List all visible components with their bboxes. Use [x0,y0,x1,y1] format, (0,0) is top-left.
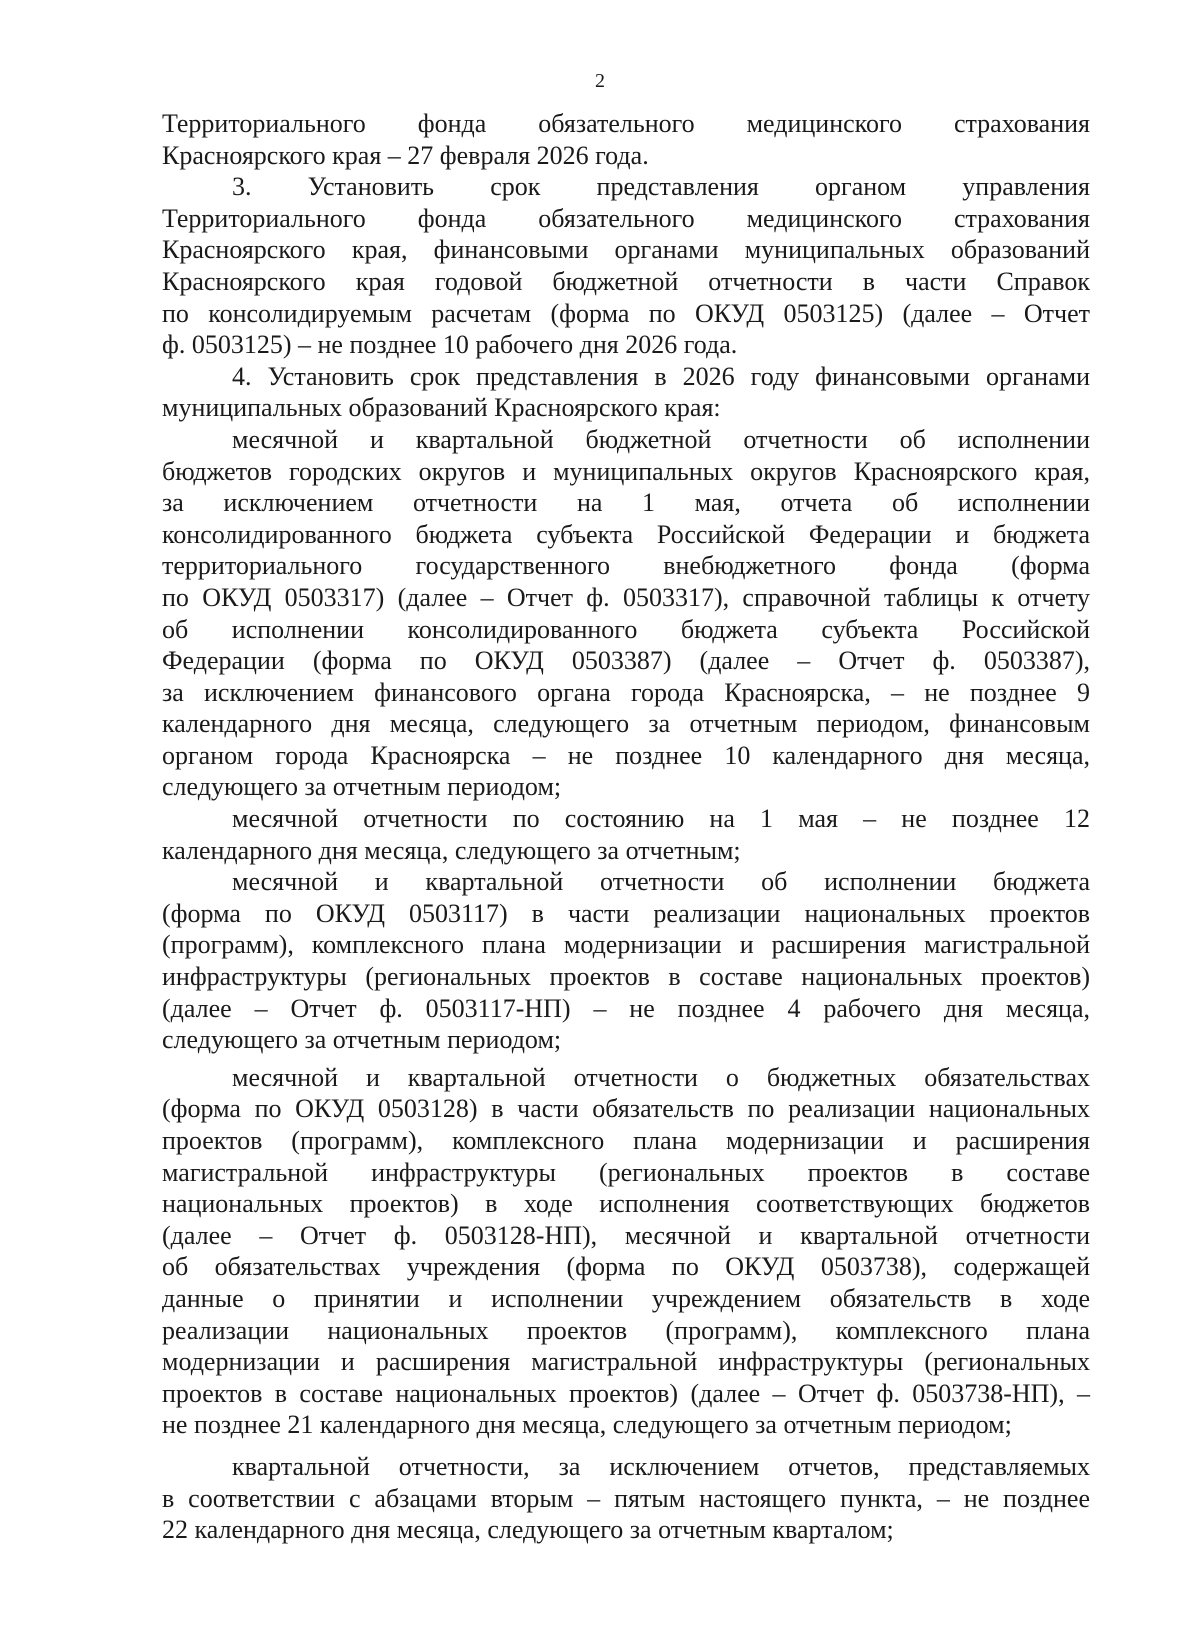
text-line: Красноярского края, финансовыми органами муниципальных образований [162,235,1090,265]
text-line: (далее – Отчет ф. 0503128-НП), месячной и квартальной отчетности [162,1220,1090,1250]
text-line: месячной и квартальной бюджетной отчетности об исполнении [232,424,1090,454]
text-line: за исключением отчетности на 1 мая, отчета об исполнении [162,488,1090,518]
document-body [162,108,1090,1546]
text-line: в соответствии с абзацами вторым – пятым настоящего пункта, – не позднее [162,1483,1090,1513]
text-line: модернизации и расширения магистральной инфраструктуры (региональных [162,1347,1090,1377]
paragraph [162,1451,1090,1546]
paragraph [162,803,1090,866]
text-line: следующего за отчетным периодом; [162,1025,562,1055]
paragraph [162,424,1090,803]
text-line: об исполнении консолидированного бюджета субъекта Российской [162,614,1090,644]
text-line: 3. Установить срок представления органом управления [232,172,1090,202]
text-line: квартальной отчетности, за исключением отчетов, представляемых [232,1451,1090,1481]
text-line: по ОКУД 0503317) (далее – Отчет ф. 0503317), справочной таблицы к отчету [162,582,1090,612]
text-line: (форма по ОКУД 0503117) в части реализации национальных проектов [162,898,1090,928]
page-number: 2 [595,70,605,92]
text-line: об обязательствах учреждения (форма по ОКУД 0503738), содержащей [162,1252,1090,1282]
text-line: реализации национальных проектов (программ), комплексного плана [162,1315,1090,1345]
text-line: (далее – Отчет ф. 0503117-НП) – не позднее 4 рабочего дня месяца, [162,993,1090,1023]
text-line: национальных проектов) в ходе исполнения соответствующих бюджетов [162,1189,1090,1219]
text-line: бюджетов городских округов и муниципальных округов Красноярского края, [162,456,1090,486]
text-line: консолидированного бюджета субъекта Российской Федерации и бюджета [162,519,1090,549]
text-line: месячной отчетности по состоянию на 1 мая – не позднее 12 [232,804,1090,834]
text-line: Красноярского края – 27 февраля 2026 года. [162,140,649,170]
paragraph [162,866,1090,1056]
text-line: календарного дня месяца, следующего за отчетным периодом, финансовым [162,709,1090,739]
text-line: 4. Установить срок представления в 2026 году финансовыми органами [232,361,1090,391]
text-line: территориального государственного внебюджетного фонда (форма [162,551,1090,581]
text-line: не позднее 21 календарного дня месяца, следующего за отчетным периодом; [162,1410,1012,1440]
text-line: инфраструктуры (региональных проектов в составе национальных проектов) [162,962,1090,992]
paragraph [162,361,1090,424]
text-line: магистральной инфраструктуры (региональных проектов в составе [162,1157,1090,1187]
text-line: данные о принятии и исполнении учреждением обязательств в ходе [162,1283,1090,1313]
text-line: Территориального фонда обязательного медицинского страхования [162,203,1090,233]
text-line: месячной и квартальной отчетности о бюджетных обязательствах [232,1062,1090,1092]
text-line: ф. 0503125) – не позднее 10 рабочего дня 2026 года. [162,330,738,360]
paragraph [162,171,1090,361]
text-line: (программ), комплексного плана модернизации и расширения магистральной [162,930,1090,960]
text-line: календарного дня месяца, следующего за отчетным; [162,835,741,865]
text-line: по консолидируемым расчетам (форма по ОКУД 0503125) (далее – Отчет [162,298,1090,328]
text-line: Территориального фонда обязательного медицинского страхования [162,109,1090,138]
text-line: проектов (программ), комплексного плана модернизации и расширения [162,1126,1090,1155]
text-line: месячной и квартальной отчетности об исполнении бюджета [232,867,1090,897]
text-line: проектов в составе национальных проектов) (далее – Отчет ф. 0503738-НП), – [162,1378,1090,1408]
text-line: органом города Красноярска – не позднее 10 календарного дня месяца, [162,740,1090,770]
paragraph [162,1062,1090,1441]
text-line: 22 календарного дня месяца, следующего за отчетным кварталом; [162,1515,894,1545]
text-line: за исключением финансового органа города Красноярска, – не позднее 9 [162,677,1090,707]
text-line: муниципальных образований Красноярского края: [162,393,721,423]
text-line: Красноярского края годовой бюджетной отчетности в части Справок [162,266,1090,296]
text-line: Федерации (форма по ОКУД 0503387) (далее – Отчет ф. 0503387), [162,646,1090,676]
text-line: (форма по ОКУД 0503128) в части обязательств по реализации национальных [162,1094,1090,1124]
text-line: следующего за отчетным периодом; [162,772,562,802]
paragraph [162,108,1090,171]
